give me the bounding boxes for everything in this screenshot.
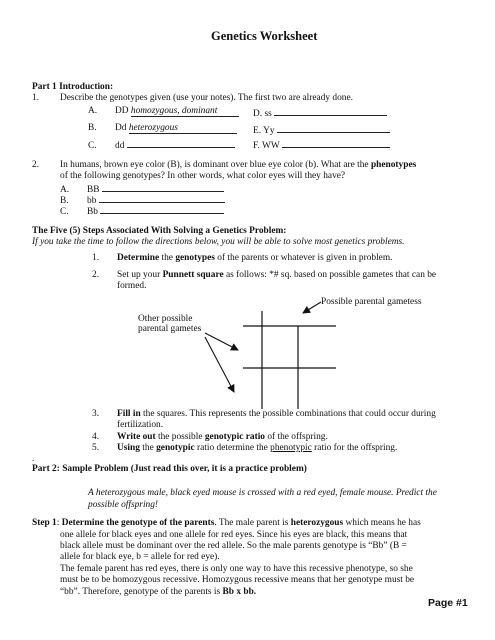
step1-number: 1. — [92, 253, 100, 263]
step1-text: Determine the genotypes of the parents or whatever is given in problem. — [117, 253, 393, 263]
page-number: Page #1 — [428, 597, 468, 609]
problem-line1: A heterozygous male, black eyed mouse is crossed with a red eyed, female mouse. Predict the — [88, 488, 437, 498]
punnett-square-grid — [243, 311, 336, 409]
q1-item-f: F. WW — [253, 138, 390, 152]
part2-heading: Part 2: Sample Problem (Just read this over, it is a practice problem) — [32, 464, 307, 474]
q2-number: 2. — [32, 160, 40, 170]
q2-item-c: C. Bb — [60, 204, 224, 218]
step4-text: Write out the possible genotypic ratio of the offspring. — [117, 432, 328, 442]
step1-solution: Step 1: Determine the genotype of the parents. The male parent is heterozygous which means he has — [32, 518, 421, 528]
label-parental-gametes: Possible parental gametess — [321, 297, 422, 307]
q2-item-b: B. bb — [60, 193, 225, 207]
solution-line: allele for black eye, b = allele for red eye). — [60, 552, 220, 562]
q1-text: Describe the genotypes given (use your notes). The first two are already done. — [60, 93, 353, 103]
step5-text: Using the genotypic ratio determine the phenotypic ratio for the offspring. — [117, 443, 398, 453]
label-other-gametes-2: parental gametes — [138, 324, 202, 334]
part2-dot: . — [32, 454, 35, 464]
step3-text-line2: fertilization. — [117, 420, 164, 430]
q1-item-c: C. dd — [88, 138, 235, 152]
steps-intro: If you take the time to follow the directions below, you will be able to solve most genetics problems. — [32, 237, 405, 247]
solution-last-line: “bb”. Therefore, genotype of the parents is Bb x bb. — [60, 587, 257, 597]
step3-number: 3. — [92, 409, 100, 419]
solution-line: one allele for black eyes and one allele for red eyes. Since his eyes are black, this means that — [60, 530, 408, 540]
solution-line: black allele must be dominant over the red allele. So the male parents genotype is “Bb” (B = — [60, 541, 407, 551]
arrows — [205, 302, 321, 392]
solution-line: must be to be homozygous recessive. Homozygous recessive means that her genotype must be — [60, 575, 415, 585]
q1-item-d: D. ss — [253, 106, 387, 120]
label-other-gametes-1: Other possible — [138, 314, 193, 324]
step4-number: 4. — [92, 432, 100, 442]
q1-number: 1. — [32, 93, 40, 103]
arrow-parental-gametes — [303, 302, 321, 313]
steps-heading: The Five (5) Steps Associated With Solving a Genetics Problem: — [32, 226, 287, 236]
solution-line: The female parent has red eyes, there is only one way to have this recessive phenotype, so she — [60, 564, 413, 574]
step2-number: 2. — [92, 270, 100, 280]
q2-text-line2: of the following genotypes? In other words, what color eyes will they have? — [60, 171, 346, 181]
step2-text: Set up your Punnett square as follows: *# sq. based on possible gametes that can be — [117, 270, 437, 280]
page-title: Genetics Worksheet — [211, 29, 318, 43]
q1-item-a: A. DD homozygous, dominant — [88, 106, 239, 117]
q1-item-b: B. Dd heterozygous — [88, 123, 237, 134]
q1-item-e: E. Yy — [253, 123, 390, 137]
q2-item-a: A. BB — [60, 182, 224, 196]
step5-number: 5. — [92, 443, 100, 453]
part1-heading: Part 1 Introduction: — [32, 82, 114, 92]
problem-line2: possible offspring! — [88, 500, 159, 510]
q2-text-line1: In humans, brown eye color (B), is dominant over blue eye color (b). What are the phenotypes — [60, 160, 417, 170]
step2-text-line2: formed. — [117, 281, 147, 291]
step3-text: Fill in the squares. This represents the possible combinations that could occur during — [117, 409, 436, 419]
